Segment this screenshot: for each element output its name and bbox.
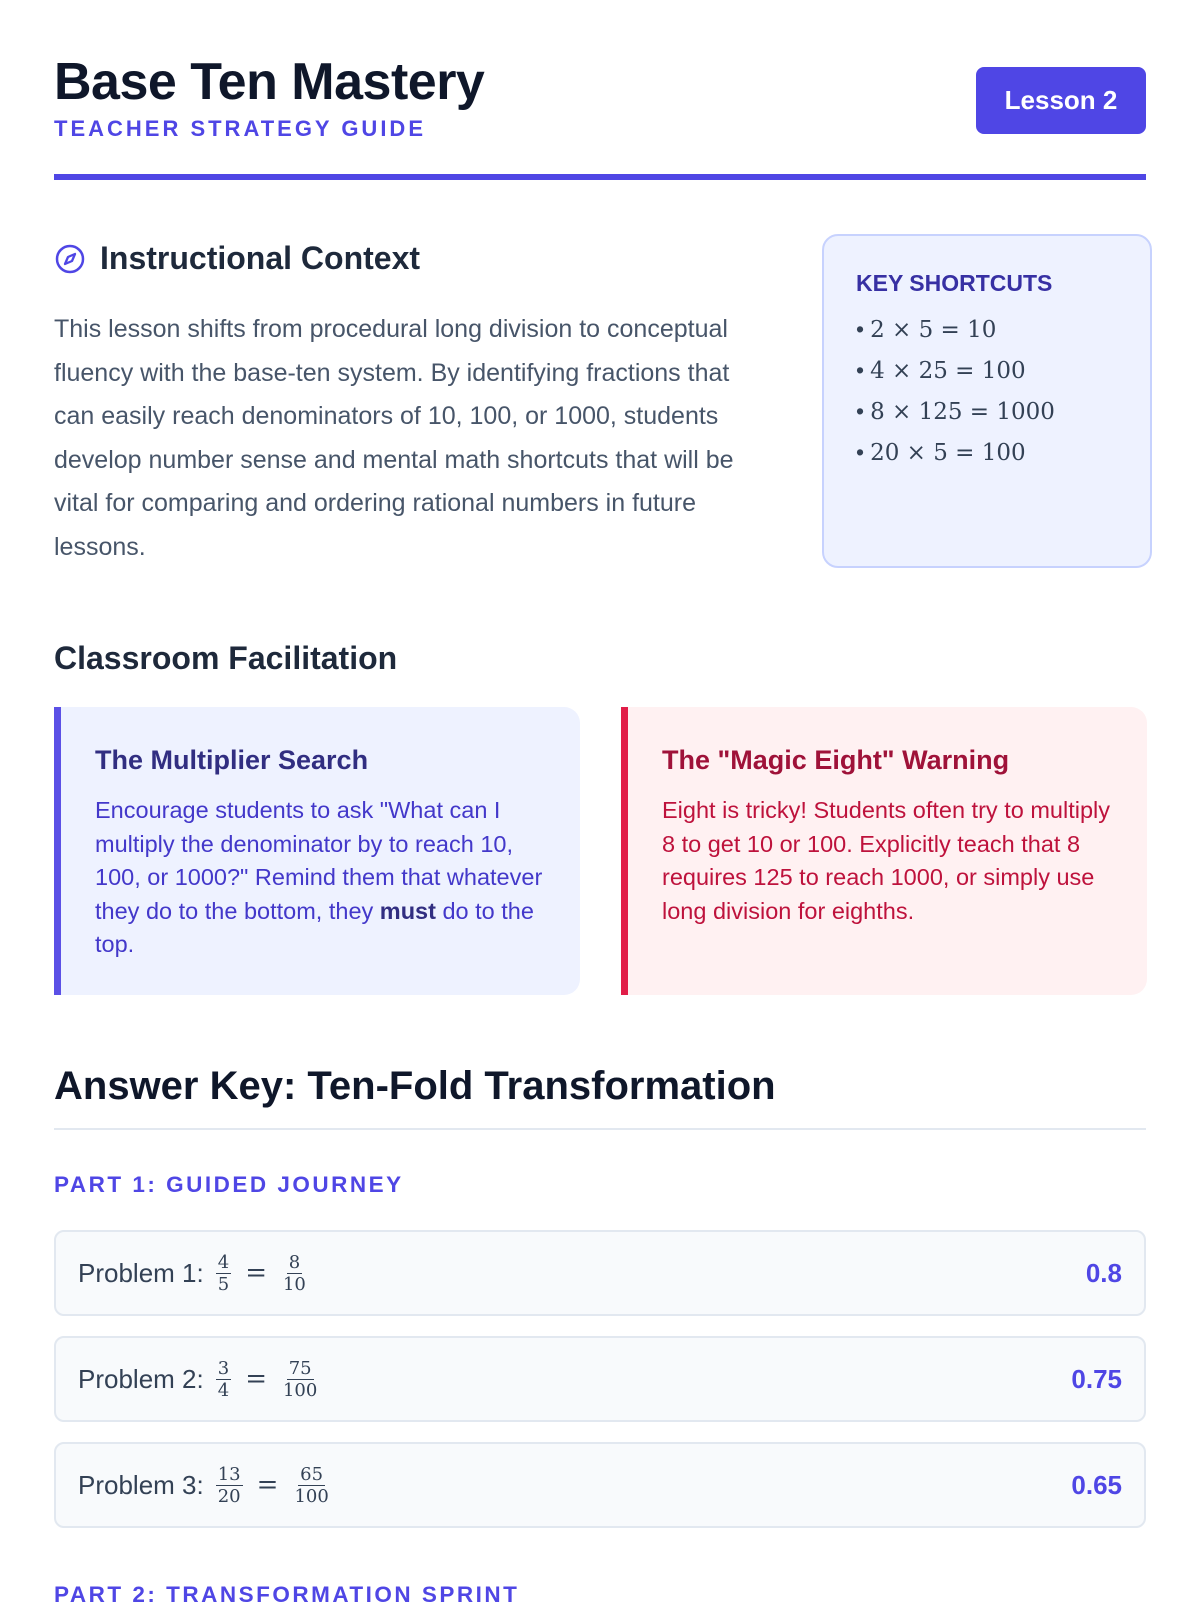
shortcuts-list [856, 309, 1118, 473]
answer-key-heading: Answer Key: Ten-Fold Transformation [54, 1064, 776, 1108]
page-title: Base Ten Mastery [54, 53, 485, 111]
problem-row: Problem 2: $\frac{3}{4}$ = $\frac{75}{100}$ 0.75 [54, 1336, 1146, 1422]
context-body: This lesson shifts from procedural long division to conceptual fluency with the base-ten system. By identifying fractions that can easily reach denominators of 10, 100, or 1000, students develop number sense and mental math shortcuts that will be vital for comparing and ordering rational numbers in future lessons. [54, 315, 734, 561]
problem-label: Problem 1: [78, 1257, 204, 1288]
part-1-label: PART 1: GUIDED JOURNEY [54, 1172, 404, 1197]
key-shortcuts-box [822, 234, 1152, 568]
problem-label: Problem 2: [78, 1363, 204, 1394]
multiplier-search-card [54, 707, 580, 995]
shortcut-item: • 4 × 25 = 100 [856, 357, 1026, 384]
context-title: Instructional Context [100, 240, 421, 276]
problem-answer: 0.65 [1071, 1469, 1122, 1500]
problem-label: Problem 3: [78, 1469, 204, 1500]
shortcut-item: • 2 × 5 = 10 [856, 316, 997, 343]
fraction: $\frac{3}{4}$ [217, 1357, 230, 1401]
card-title: The Multiplier Search [95, 745, 369, 775]
fraction: $\frac{75}{100}$ [282, 1357, 318, 1401]
problem-row: Problem 3: $\frac{13}{20}$ = $\frac{65}{100}$ 0.65 [54, 1442, 1146, 1528]
card-title: The "Magic Eight" Warning [662, 745, 1010, 775]
facilitation-heading: Classroom Facilitation [54, 640, 398, 676]
page-subtitle: TEACHER STRATEGY GUIDE [54, 116, 426, 141]
card-text: Eight is tricky! Students often try to multiply 8 to get 10 or 100. Explicitly teach that 8 requires 125 to reach 1000, or simply use long division for eighths. [662, 797, 1110, 924]
shortcut-item: • 8 × 125 = 1000 [856, 398, 1055, 425]
problem-answer: 0.75 [1071, 1363, 1122, 1394]
problem-answer: 0.8 [1085, 1257, 1122, 1288]
shortcut-item: • 20 × 5 = 100 [856, 439, 1026, 466]
fraction: $\frac{8}{10}$ [282, 1251, 306, 1295]
context-heading [54, 240, 420, 277]
lesson-badge[interactable]: Lesson 2 [976, 67, 1146, 134]
header [54, 0, 1146, 180]
fraction: $\frac{4}{5}$ [217, 1251, 230, 1295]
magic-eight-warning-card [621, 707, 1147, 995]
problem-row: Problem 1: $\frac{4}{5}$ = $\frac{8}{10}$ 0.8 [54, 1230, 1146, 1316]
part-2-label: PART 2: TRANSFORMATION SPRINT [54, 1582, 520, 1607]
fraction: $\frac{13}{20}$ [217, 1463, 241, 1507]
shortcuts-title: KEY SHORTCUTS [856, 270, 1053, 296]
card-text: Encourage students to ask "What can I multiply the denominator by to reach 10, 100, or 1000?" Remind them that whatever they do to the bottom, they must do to the top. [95, 797, 543, 957]
compass-icon [54, 243, 86, 275]
divider [54, 1128, 1146, 1130]
fraction: $\frac{65}{100}$ [294, 1463, 329, 1507]
